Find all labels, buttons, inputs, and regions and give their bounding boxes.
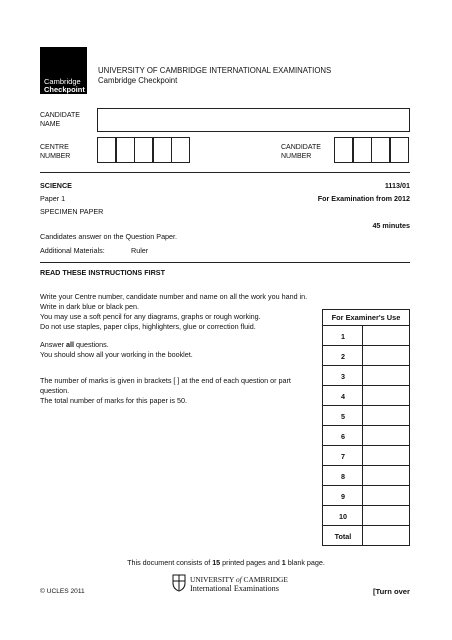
examiner-row-label-cell: [322, 425, 363, 446]
marks-instructions: [40, 376, 291, 406]
materials-label: Additional Materials:: [40, 246, 105, 255]
centre-number-label-line2: NUMBER: [40, 153, 71, 160]
candidate-name-label-line1: CANDIDATE: [40, 112, 80, 119]
pages-text: This document consists of: [127, 558, 213, 567]
examiner-mark-cell[interactable]: [362, 525, 410, 546]
centre-digit-box[interactable]: [97, 137, 116, 163]
examiner-row-label-cell: [322, 485, 363, 506]
examiner-row-label: 1: [341, 332, 345, 341]
examiner-mark-cell[interactable]: [362, 445, 410, 466]
candidate-digit-box[interactable]: [353, 137, 372, 163]
examiner-row-label: 3: [341, 372, 345, 381]
examiner-row-label-cell: [322, 325, 363, 346]
examiner-mark-cell[interactable]: [362, 405, 410, 426]
divider: [40, 172, 410, 173]
pages-text: blank page.: [285, 558, 325, 567]
instructions-heading: READ THESE INSTRUCTIONS FIRST: [40, 268, 165, 277]
examiner-row-label: 9: [341, 492, 345, 501]
candidate-number-label: [281, 143, 321, 161]
working-line: You should show all your working in the booklet.: [40, 350, 193, 359]
duration: 45 minutes: [372, 221, 410, 230]
examiner-mark-cell[interactable]: [362, 425, 410, 446]
examiner-row-label: 7: [341, 452, 345, 461]
candidate-number-label-line2: NUMBER: [281, 153, 312, 160]
candidate-digit-box[interactable]: [390, 137, 409, 163]
examiner-row-label-cell: [322, 365, 363, 386]
document-pages-note: [0, 558, 452, 567]
university-of: of: [235, 575, 242, 584]
examiner-row-label: 10: [339, 512, 347, 521]
centre-number-label: [40, 143, 70, 161]
examiner-mark-cell[interactable]: [362, 505, 410, 526]
logo-line-1: Cambridge: [44, 77, 81, 86]
marks-line: The number of marks is given in brackets [ ] at the end of each question or part: [40, 376, 291, 385]
examiner-use-table: [322, 309, 410, 545]
instruction-line: You may use a soft pencil for any diagrams, graphs or rough working.: [40, 312, 261, 321]
header-subtitle: Cambridge Checkpoint: [98, 76, 178, 85]
instruction-line: Write in dark blue or black pen.: [40, 302, 139, 311]
candidate-number-label-line1: CANDIDATE: [281, 144, 321, 151]
examiner-row-label: Total: [334, 532, 352, 541]
examiner-row-label: 4: [341, 392, 345, 401]
logo-line-2: Checkpoint: [44, 85, 85, 94]
examiner-mark-cell[interactable]: [362, 325, 410, 346]
examiner-mark-cell[interactable]: [362, 365, 410, 386]
examiner-row-label-cell: [322, 385, 363, 406]
examiner-row-label-cell: [322, 525, 363, 546]
centre-digit-box[interactable]: [171, 137, 190, 163]
answer-all-line: [40, 340, 193, 350]
examiner-row-label-cell: [322, 405, 363, 426]
materials-value: Ruler: [131, 246, 149, 255]
answer-text: Answer: [40, 340, 66, 349]
pages-text: printed pages and: [220, 558, 282, 567]
candidate-name-label-line2: NAME: [40, 121, 61, 128]
blank-pages-count: 1: [281, 558, 286, 567]
examiner-row-label-cell: [322, 505, 363, 526]
header-title: UNIVERSITY OF CAMBRIDGE INTERNATIONAL EXAMINATIONS: [98, 66, 332, 75]
divider: [40, 262, 410, 263]
answer-text-end: questions.: [73, 340, 109, 349]
university-crest-icon: [172, 574, 186, 592]
candidate-name-label: [40, 111, 80, 129]
centre-digit-box[interactable]: [153, 137, 172, 163]
examiner-table-title: For Examiner's Use: [322, 309, 410, 326]
university-line-1: [190, 575, 288, 584]
candidate-number-field[interactable]: [334, 137, 410, 163]
examiner-row-label-cell: [322, 445, 363, 466]
university-word: UNIVERSITY: [190, 575, 235, 584]
paper-number: Paper 1: [40, 194, 66, 203]
examiner-row-label-cell: [322, 345, 363, 366]
cambridge-checkpoint-logo: [40, 47, 87, 94]
exam-from: For Examination from 2012: [317, 194, 410, 203]
answer-note: Candidates answer on the Question Paper.: [40, 232, 178, 241]
examiner-mark-cell[interactable]: [362, 465, 410, 486]
marks-line: question.: [40, 386, 70, 395]
centre-number-field[interactable]: [97, 137, 191, 163]
centre-number-label-line1: CENTRE: [40, 144, 69, 151]
examiner-row-label: 2: [341, 352, 345, 361]
copyright: © UCLES 2011: [40, 588, 85, 595]
specimen-label: SPECIMEN PAPER: [40, 207, 104, 216]
instruction-line: Write your Centre number, candidate number and name on all the work you hand in.: [40, 292, 308, 301]
examiner-mark-cell[interactable]: [362, 345, 410, 366]
examiner-row-label: 6: [341, 432, 345, 441]
total-marks-line: The total number of marks for this paper is 50.: [40, 396, 188, 405]
instructions-list: [40, 292, 307, 332]
instruction-line: Do not use staples, paper clips, highlighters, glue or correction fluid.: [40, 322, 256, 331]
examiner-mark-cell[interactable]: [362, 385, 410, 406]
examiner-row-label-cell: [322, 465, 363, 486]
centre-digit-box[interactable]: [116, 137, 135, 163]
printed-pages-count: 15: [212, 558, 221, 567]
candidate-name-field[interactable]: [97, 108, 410, 132]
cambridge-word: CAMBRIDGE: [243, 575, 288, 584]
examiner-row-label: 5: [341, 412, 345, 421]
candidate-digit-box[interactable]: [334, 137, 353, 163]
paper-code: 1113/01: [384, 181, 410, 190]
examiner-row-label: 8: [341, 472, 345, 481]
answer-instructions: [40, 340, 193, 360]
subject: SCIENCE: [40, 181, 72, 190]
candidate-digit-box[interactable]: [371, 137, 390, 163]
answer-emphasis: all: [65, 340, 74, 349]
centre-digit-box[interactable]: [134, 137, 153, 163]
turn-over: [Turn over: [373, 587, 410, 596]
examiner-mark-cell[interactable]: [362, 485, 410, 506]
university-line-2: International Examinations: [190, 584, 279, 593]
